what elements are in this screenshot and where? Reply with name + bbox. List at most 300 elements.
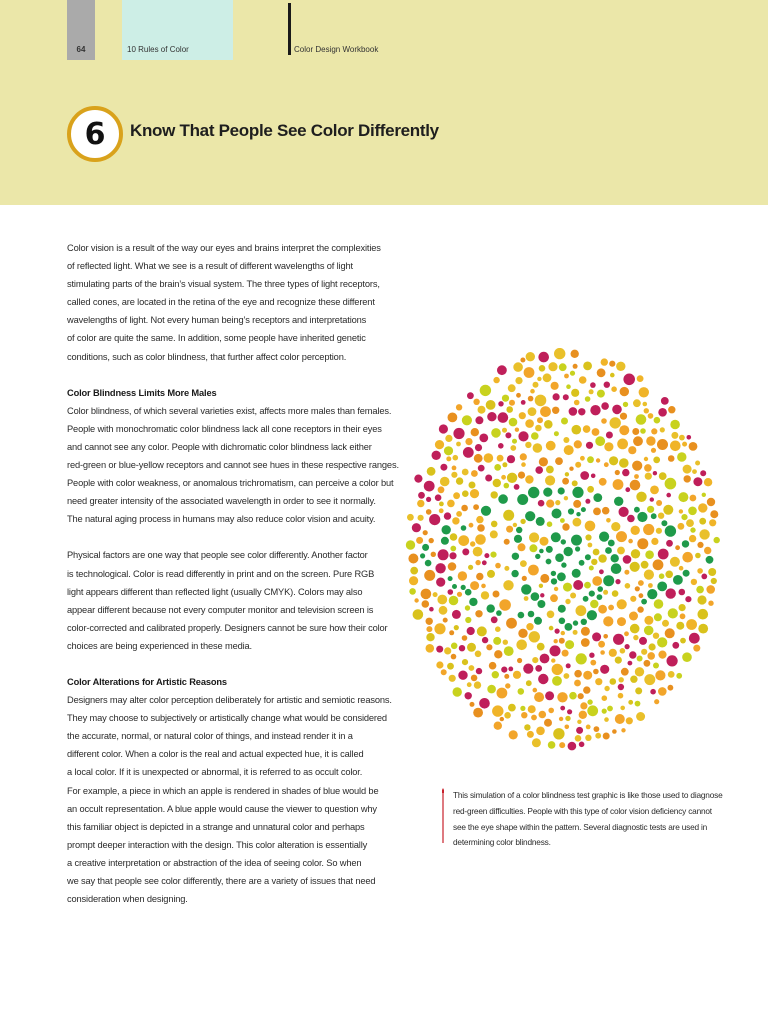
test-dot — [526, 352, 535, 361]
test-dot — [595, 678, 602, 685]
test-dot — [565, 640, 574, 649]
test-dot — [555, 553, 564, 562]
test-dot — [551, 578, 557, 584]
test-dot — [637, 606, 643, 612]
text-line: Color blindness, of which several varieties exist, affects more males than females. — [67, 405, 392, 416]
test-dot — [448, 576, 453, 581]
test-dot — [440, 464, 447, 471]
test-dot — [589, 591, 595, 597]
test-dot — [651, 538, 658, 545]
test-dot — [416, 537, 423, 544]
test-dot — [619, 458, 629, 468]
test-dot — [690, 495, 697, 502]
test-dot — [562, 650, 569, 657]
test-dot — [644, 616, 653, 625]
test-dot — [552, 407, 559, 414]
test-dot — [595, 436, 605, 446]
test-dot — [576, 512, 580, 516]
test-dot — [604, 717, 609, 722]
test-dot — [590, 405, 600, 415]
test-dot — [575, 735, 582, 742]
test-dot — [656, 500, 662, 506]
test-dot — [693, 477, 702, 486]
color-blindness-test-plate — [404, 348, 722, 751]
test-dot — [580, 456, 585, 461]
test-dot — [603, 634, 608, 639]
test-dot — [525, 475, 533, 483]
test-dot — [482, 560, 487, 565]
test-dot — [493, 591, 500, 598]
test-dot — [636, 492, 646, 502]
test-dot — [555, 457, 563, 465]
test-dot — [560, 518, 565, 523]
test-dot — [426, 509, 432, 515]
test-dot — [456, 442, 461, 447]
test-dot — [554, 587, 558, 591]
test-dot — [532, 738, 541, 747]
test-dot — [456, 511, 462, 517]
test-dot — [470, 489, 479, 498]
test-dot — [451, 654, 457, 660]
test-dot — [700, 470, 706, 476]
test-dot — [603, 590, 608, 595]
test-dot — [695, 461, 700, 466]
test-dot — [487, 412, 496, 421]
test-dot — [571, 389, 579, 397]
test-dot — [476, 668, 482, 674]
test-dot — [681, 514, 687, 520]
test-dot — [572, 480, 578, 486]
test-dot — [424, 481, 435, 492]
test-dot — [495, 626, 501, 632]
text-line: Physical factors are one way that people see color differently. Another factor — [67, 550, 368, 561]
test-dot — [426, 618, 433, 625]
test-dot — [610, 373, 615, 378]
test-dot — [653, 633, 659, 639]
test-dot — [610, 417, 621, 428]
test-dot — [551, 382, 559, 390]
test-dot — [524, 724, 530, 730]
test-dot — [583, 596, 589, 602]
test-dot — [630, 562, 640, 572]
test-dot — [471, 470, 478, 477]
test-dot — [656, 528, 662, 534]
test-dot — [493, 377, 499, 383]
test-dot — [516, 640, 527, 651]
test-dot — [586, 442, 593, 449]
test-dot — [510, 445, 516, 451]
test-dot — [693, 645, 700, 652]
test-dot — [572, 487, 583, 498]
test-dot — [462, 635, 468, 641]
test-dot — [692, 469, 697, 474]
test-dot — [518, 543, 526, 551]
test-dot — [467, 643, 476, 652]
test-dot — [644, 570, 654, 580]
test-dot — [575, 546, 580, 551]
text-line: different color. When a color is the real and actual expected hue, it is called — [67, 749, 364, 760]
test-dot — [666, 493, 671, 498]
test-dot — [607, 706, 613, 712]
test-dot — [499, 599, 511, 611]
test-dot — [501, 667, 507, 673]
test-dot — [491, 491, 498, 498]
test-dot — [585, 396, 591, 402]
test-dot — [629, 612, 638, 621]
test-dot — [658, 513, 664, 519]
test-dot — [701, 574, 707, 580]
test-dot — [588, 543, 593, 548]
test-dot — [547, 611, 555, 619]
test-dot — [565, 623, 573, 631]
test-dot — [531, 592, 540, 601]
test-dot — [418, 492, 425, 499]
test-dot — [678, 523, 685, 530]
test-dot — [630, 480, 641, 491]
test-dot — [462, 415, 472, 425]
test-dot — [597, 390, 605, 398]
test-dot — [606, 518, 611, 523]
test-dot — [608, 605, 614, 611]
test-dot — [435, 494, 442, 501]
test-dot — [572, 425, 582, 435]
test-dot — [570, 371, 575, 376]
text-line: of color are quite the same. In addition, some people have inherited genetic — [67, 333, 366, 344]
test-dot — [678, 492, 688, 502]
test-dot — [524, 596, 529, 601]
test-dot — [589, 389, 594, 394]
test-dot — [576, 605, 587, 616]
test-dot — [695, 553, 701, 559]
test-dot — [454, 625, 459, 630]
test-dot — [628, 539, 633, 544]
test-dot — [625, 487, 630, 492]
test-dot — [505, 683, 510, 688]
test-dot — [605, 547, 612, 554]
test-dot — [452, 466, 457, 471]
test-dot — [545, 475, 555, 485]
test-dot — [601, 402, 609, 410]
test-dot — [579, 711, 587, 719]
test-dot — [676, 673, 682, 679]
text-line: The natural aging process in humans may also reduce color vision and acuity. — [67, 514, 376, 525]
test-dot — [478, 465, 485, 472]
test-dot — [666, 540, 673, 547]
test-dot — [684, 475, 691, 482]
test-dot — [484, 553, 489, 558]
test-dot — [565, 472, 569, 476]
test-dot — [452, 517, 459, 524]
test-dot — [585, 534, 591, 540]
test-dot — [689, 535, 696, 542]
test-dot — [521, 462, 526, 467]
test-dot — [438, 486, 445, 493]
test-dot — [563, 437, 569, 443]
test-dot — [534, 692, 544, 702]
test-dot — [708, 568, 716, 576]
test-dot — [529, 544, 537, 552]
test-dot — [611, 554, 619, 562]
test-dot — [528, 565, 539, 576]
test-dot — [517, 494, 528, 505]
test-dot — [587, 610, 597, 620]
test-dot — [475, 444, 482, 451]
test-dot — [554, 431, 559, 436]
test-dot — [636, 414, 647, 425]
test-dot — [444, 512, 451, 519]
test-dot — [503, 580, 513, 590]
test-dot — [540, 406, 551, 417]
test-dot — [614, 497, 623, 506]
test-dot — [525, 419, 534, 428]
test-dot — [613, 634, 624, 645]
test-dot — [569, 407, 578, 416]
caption-arrow-icon — [442, 788, 444, 843]
test-dot — [579, 742, 585, 748]
test-dot — [628, 661, 633, 666]
test-dot — [599, 569, 604, 574]
test-dot — [668, 406, 675, 413]
test-dot — [574, 400, 580, 406]
test-dot — [602, 507, 610, 515]
test-dot — [637, 538, 648, 549]
test-dot — [590, 660, 596, 666]
test-dot — [529, 631, 540, 642]
test-dot — [579, 376, 587, 384]
test-dot — [597, 594, 603, 600]
test-dot — [526, 623, 533, 630]
test-dot — [679, 604, 686, 611]
test-dot — [658, 408, 667, 417]
test-dot — [550, 594, 558, 602]
test-dot — [554, 639, 558, 643]
test-dot — [589, 653, 594, 658]
test-dot — [658, 549, 669, 560]
test-dot — [441, 669, 447, 675]
test-dot — [580, 471, 589, 480]
test-dot — [592, 576, 602, 586]
test-dot — [670, 557, 680, 567]
test-dot — [481, 506, 491, 516]
test-dot — [465, 617, 471, 623]
test-dot — [465, 692, 472, 699]
test-dot — [668, 685, 674, 691]
test-dot — [498, 443, 504, 449]
test-dot — [573, 580, 583, 590]
test-dot — [549, 626, 554, 631]
test-dot — [533, 382, 539, 388]
test-dot — [639, 387, 649, 397]
test-dot — [489, 662, 497, 670]
text-line: we say that people see color differently, there are a variety of issues that need — [67, 876, 376, 886]
test-dot — [461, 585, 466, 590]
test-dot — [526, 680, 532, 686]
test-dot — [579, 560, 585, 566]
test-dot — [561, 562, 566, 567]
test-dot — [546, 559, 552, 565]
test-dot — [571, 535, 582, 546]
test-dot — [423, 530, 428, 535]
test-dot — [450, 546, 456, 552]
test-dot — [603, 575, 614, 586]
test-dot — [502, 395, 509, 402]
test-dot — [644, 408, 649, 413]
test-dot — [525, 442, 531, 448]
test-dot — [486, 644, 492, 650]
test-dot — [683, 465, 692, 474]
test-dot — [450, 533, 458, 541]
text-line: a creative interpretation or abstraction of the idea of seeing color. So when — [67, 857, 362, 868]
test-dot — [487, 604, 495, 612]
test-dot — [591, 559, 597, 565]
test-dot — [429, 607, 434, 612]
body-text — [67, 239, 399, 908]
test-dot — [439, 606, 448, 615]
test-dot — [467, 627, 475, 635]
test-dot — [520, 358, 525, 363]
test-dot — [500, 717, 504, 721]
test-dot — [504, 539, 510, 545]
test-dot — [559, 717, 563, 721]
test-dot — [512, 439, 517, 444]
test-dot — [583, 362, 592, 371]
test-dot — [435, 440, 444, 449]
test-dot — [615, 714, 625, 724]
test-dot — [637, 656, 643, 662]
test-dot — [539, 549, 544, 554]
test-dot — [408, 554, 418, 564]
test-dot — [633, 436, 643, 446]
test-dot — [429, 514, 440, 525]
test-dot — [537, 600, 545, 608]
test-dot — [547, 521, 553, 527]
test-dot — [578, 408, 585, 415]
test-dot — [617, 547, 625, 555]
test-dot — [600, 650, 605, 655]
test-dot — [619, 425, 629, 435]
test-dot — [586, 725, 591, 730]
test-dot — [704, 547, 711, 554]
test-dot — [670, 420, 680, 430]
test-dot — [422, 544, 429, 551]
test-dot — [409, 576, 418, 585]
test-dot — [710, 510, 718, 518]
test-dot — [555, 629, 560, 634]
test-dot — [475, 416, 483, 424]
test-dot — [596, 458, 600, 462]
test-dot — [470, 581, 479, 590]
test-dot — [599, 478, 607, 486]
test-dot — [543, 373, 552, 382]
test-dot — [487, 570, 495, 578]
test-dot — [413, 609, 424, 620]
test-dot — [662, 620, 669, 627]
test-dot — [529, 532, 539, 542]
test-dot — [477, 524, 485, 532]
test-dot — [456, 477, 463, 484]
test-dot — [548, 708, 554, 714]
text-line: the accurate, normal, or natural color of things, and instead render it in a — [67, 731, 353, 742]
test-dot — [682, 652, 692, 662]
test-dot — [639, 637, 647, 645]
test-dot — [637, 375, 644, 382]
test-dot — [567, 709, 572, 714]
test-dot — [551, 532, 561, 542]
test-dot — [609, 361, 615, 367]
test-dot — [546, 500, 554, 508]
text-line: this familiar object is depicted in a strange and unnatural color and perhaps — [67, 821, 365, 832]
test-dot — [611, 386, 617, 392]
test-dot — [573, 620, 578, 625]
test-dot — [519, 412, 526, 419]
test-dot — [492, 705, 503, 716]
test-dot — [620, 387, 629, 396]
test-dot — [576, 653, 587, 664]
test-dot — [592, 632, 601, 641]
test-dot — [543, 488, 552, 497]
text-line: prompt deeper interaction with the design. This color alteration is essentially — [67, 839, 368, 850]
test-dot — [484, 453, 494, 463]
test-dot — [593, 669, 599, 675]
test-dot — [621, 668, 629, 676]
test-dot — [687, 435, 692, 440]
test-dot — [659, 472, 667, 480]
test-dot — [566, 384, 571, 389]
test-dot — [682, 540, 689, 547]
test-dot — [697, 542, 703, 548]
test-dot — [496, 610, 502, 616]
test-dot — [566, 663, 571, 668]
test-dot — [679, 566, 684, 571]
test-dot — [458, 671, 467, 680]
test-dot — [494, 722, 502, 730]
test-dot — [446, 456, 451, 461]
test-dot — [623, 402, 628, 407]
test-dot — [624, 570, 629, 575]
test-dot — [504, 483, 510, 489]
test-dot — [516, 527, 522, 533]
test-dot — [521, 400, 526, 405]
test-dot — [601, 418, 607, 424]
test-dot — [492, 671, 499, 678]
test-dot — [702, 493, 706, 497]
test-dot — [544, 719, 552, 727]
test-dot — [443, 618, 448, 623]
test-dot — [562, 478, 569, 485]
test-dot — [680, 638, 686, 644]
test-dot — [555, 500, 560, 505]
test-dot — [508, 384, 516, 392]
test-dot — [612, 590, 619, 597]
test-dot — [493, 637, 501, 645]
text-line: need greater intensity of the associated wavelength in order to see it normally. — [67, 496, 376, 507]
test-dot — [480, 385, 491, 396]
test-dot — [635, 701, 641, 707]
test-dot — [537, 643, 545, 651]
test-dot — [615, 657, 622, 664]
test-dot — [535, 665, 542, 672]
test-dot — [507, 455, 515, 463]
test-dot — [653, 457, 660, 464]
test-dot — [629, 651, 636, 658]
test-dot — [557, 572, 566, 581]
test-dot — [593, 493, 602, 502]
test-dot — [458, 571, 467, 580]
section-heading: Color Alterations for Artistic Reasons — [67, 676, 227, 687]
test-dot — [577, 720, 581, 724]
test-dot — [562, 523, 569, 530]
test-dot — [704, 478, 712, 486]
